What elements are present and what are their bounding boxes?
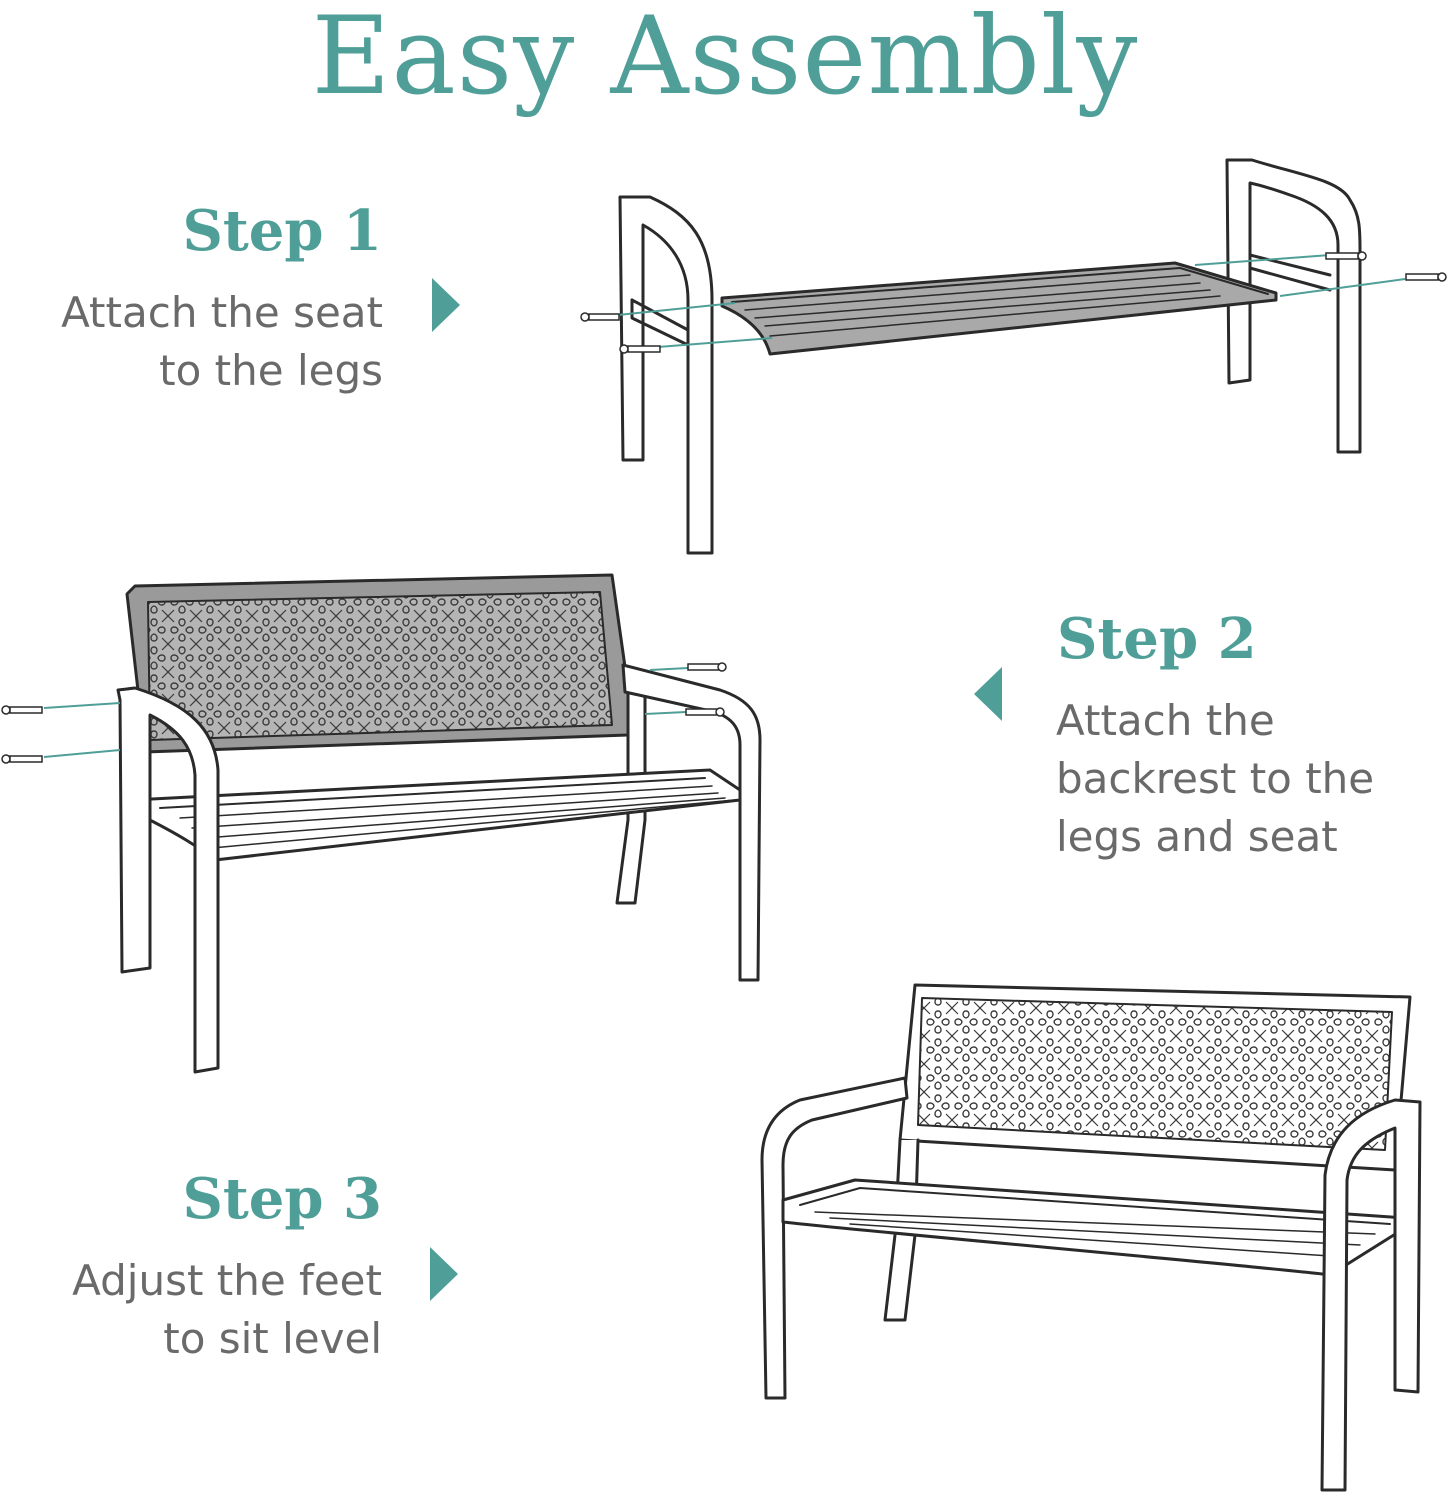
- step-2-label: Step 2: [1057, 606, 1257, 672]
- step-3-arrow-icon: [430, 1247, 458, 1301]
- step-1-line-2: to the legs: [159, 346, 383, 395]
- step-1-arrow-icon: [432, 278, 460, 332]
- step-1-line-1: Attach the seat: [61, 288, 383, 337]
- step-3-line-1: Adjust the feet: [72, 1256, 382, 1305]
- page-title: Easy Assembly: [311, 0, 1139, 119]
- step-3-line-2: to sit level: [163, 1314, 382, 1363]
- step-3-label: Step 3: [182, 1166, 382, 1232]
- step-2-illustration: [118, 575, 760, 1072]
- step-2-line-1: Attach the: [1056, 696, 1275, 745]
- step-2-line-3: legs and seat: [1056, 812, 1338, 861]
- step-2-line-2: backrest to the: [1056, 754, 1375, 803]
- step-1-illustration: [620, 160, 1360, 553]
- step-1-label: Step 1: [182, 198, 382, 264]
- step-3-illustration: [762, 985, 1420, 1490]
- step-2-arrow-icon: [974, 667, 1002, 721]
